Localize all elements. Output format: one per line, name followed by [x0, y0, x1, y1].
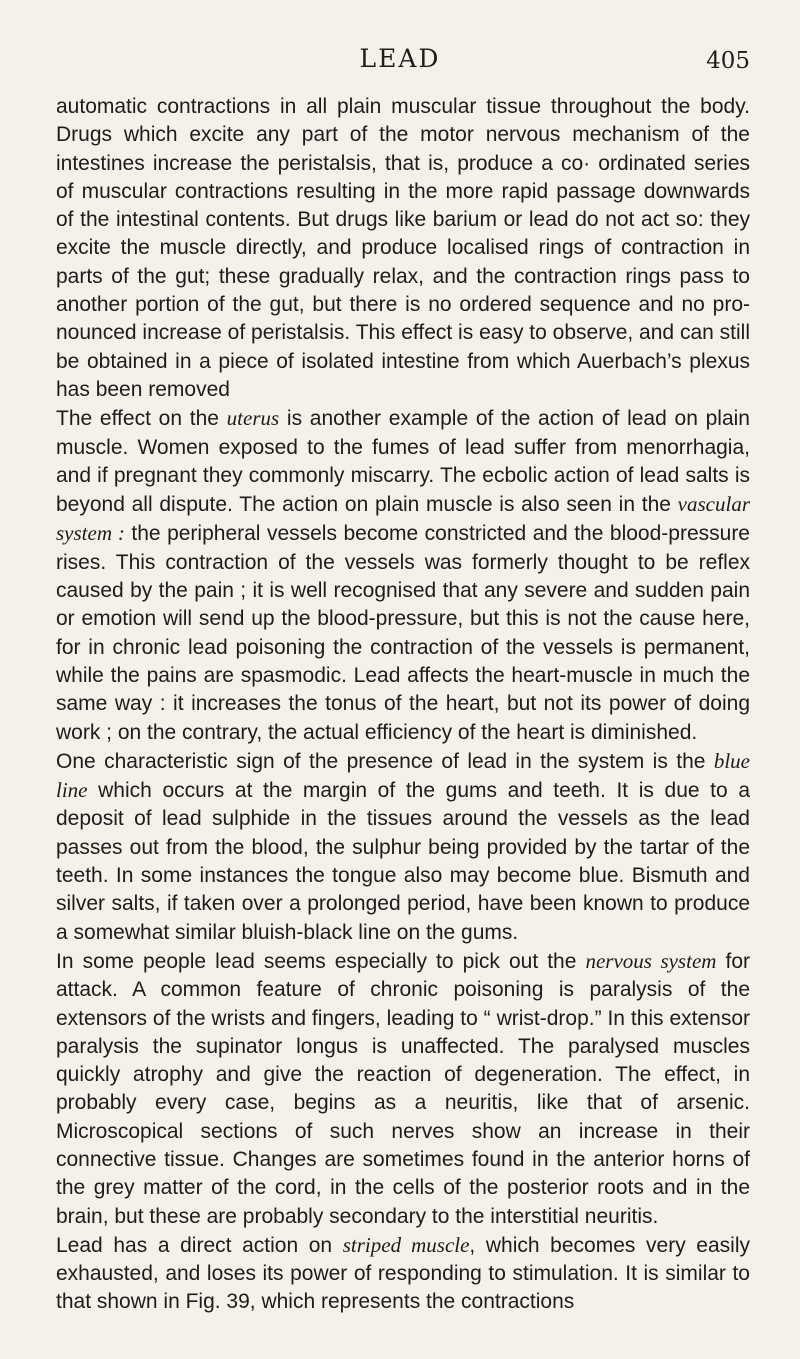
page-number: 405 — [706, 48, 750, 74]
text-run: , which becomes very easily exhausted, and loses its power of responding to stimulation. It is similar to that shown in Fig. 39, which represents the contractions — [56, 1233, 750, 1314]
running-head — [0, 44, 800, 84]
italic-term: striped muscle — [342, 1232, 470, 1257]
text-run: automatic contractions in all plain muscular tissue throughout the body. Drugs which excite any part of the motor nervous mechanism of the intestines increase the peristalsis, that is, produce a co· ordinated series of muscular contractions resulting in the more rapid passage downwards of the intestinal contents. But drugs like barium or lead do not act so: they excite the muscle directly, and produce localised rings of contraction in parts of the gut; these gradually relax, and the contraction rings pass to another portion of the gut, but there is no ordered sequence and no pro- nounced increase of peristalsis. This effect is easy to observe, and can still be obtained in a piece of isolated intestine from which Auerbach’s plexus has been removed — [56, 95, 750, 401]
paragraph — [56, 93, 750, 404]
italic-term: vascular system : — [56, 492, 750, 546]
italic-term: nervous system — [585, 948, 717, 973]
body-text — [56, 93, 750, 1317]
text-run: In some people lead seems especially to pick out the — [56, 949, 586, 973]
paragraph — [56, 1231, 750, 1317]
text-run: Lead has a direct action on — [56, 1233, 343, 1257]
text-run: for attack. A common feature of chronic poisoning is paralysis of the extensors of the wrists and fingers, leading to “ wrist-drop.” In this extensor paralysis the supinator longus is unaffected. The paralysed muscles quickly atrophy and give the reaction of degeneration. The effect, in probably every case, begins as a neuritis, like that of arsenic. Microscopical sections of such nerves show an increase in their connective tissue. Changes are sometimes found in the anterior horns of the grey matter of the cord, in the cells of the posterior roots and in the brain, but these are probably secondary to the interstitial neuritis. — [56, 949, 750, 1228]
chapter-title: LEAD — [359, 44, 441, 73]
italic-term: blue line — [56, 748, 750, 803]
text-run: which occurs at the margin of the gums and teeth. It is due to a deposit of lead sulphide in the tissues around the vessels as the lead passes out from the blood, the sulphur being provided by the tartar of the teeth. In some instances the tongue also may become blue. Bismuth and silver salts, if taken over a prolonged period, have been known to produce a somewhat similar bluish-black line on the gums. — [56, 779, 750, 944]
paragraph — [56, 947, 750, 1231]
paragraph — [56, 747, 750, 947]
text-run: is another example of the action of lead on plain muscle. Women exposed to the fumes of lead suffer from menorrhagia, and if pregnant they commonly miscarry. The ecbolic action of lead salts is beyond all dispute. The action on plain muscle is also seen in the — [56, 407, 750, 517]
text-run: The effect on the — [56, 407, 227, 431]
text-run: the peripheral vessels become constricted and the blood-pressure rises. This contraction of the vessels was formerly thought to be reflex caused by the pain ; it is well recognised that any severe and sudden pain or emotion will send up the blood-pressure, but this is not the cause here, for in chronic lead poisoning the contraction of the vessels is permanent, while the pains are spasmodic. Lead affects the heart-muscle in much the same way : it increases the tonus of the heart, but not its power of doing work ; on the contrary, the actual efficiency of the heart is diminished. — [56, 522, 750, 744]
italic-term: uterus — [226, 406, 280, 431]
paragraph — [56, 404, 750, 747]
text-run: One characteristic sign of the presence of lead in the system is the — [56, 749, 714, 773]
